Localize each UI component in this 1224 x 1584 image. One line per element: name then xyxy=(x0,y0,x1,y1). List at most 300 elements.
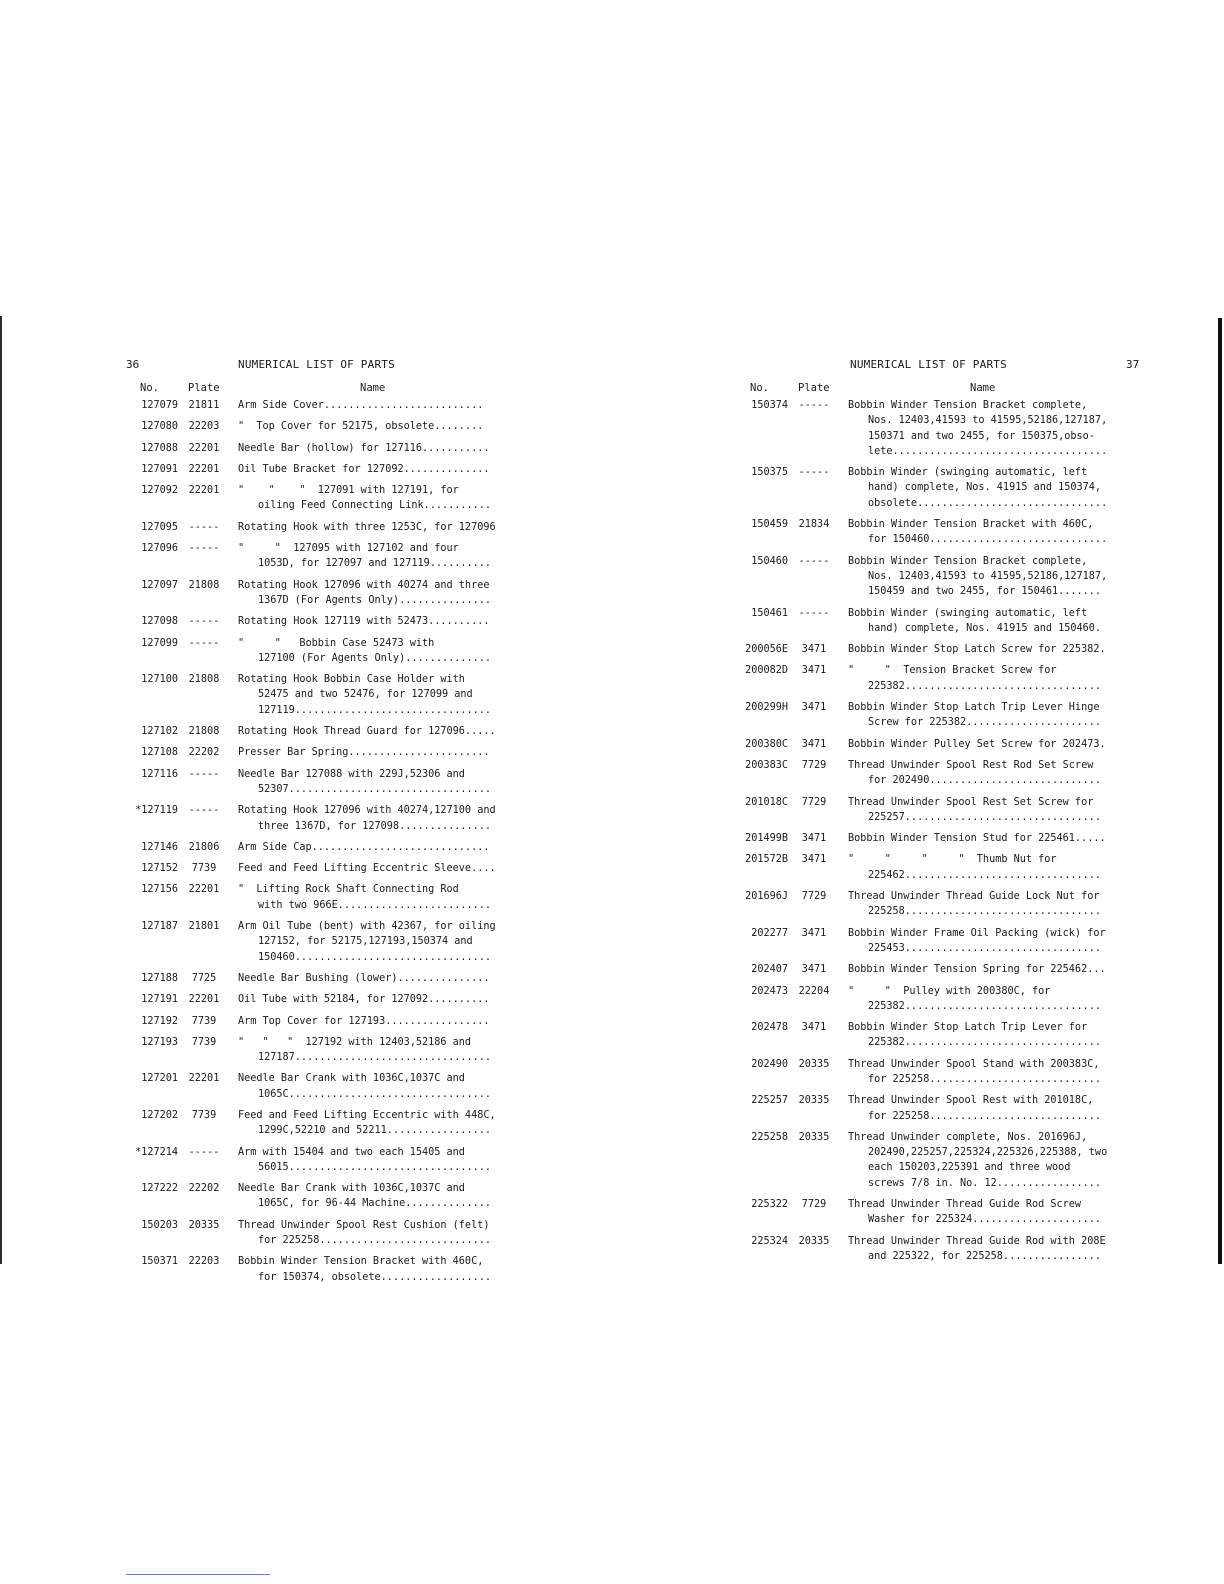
part-row xyxy=(120,578,530,609)
part-row xyxy=(730,700,1150,731)
plate-number: 20335 xyxy=(798,1235,830,1247)
part-row xyxy=(120,840,530,855)
part-number: 127201 xyxy=(141,1073,178,1085)
part-name xyxy=(230,1254,530,1285)
part-row xyxy=(120,1254,530,1285)
part-name-line: Bobbin Winder Tension Spring for 225462... xyxy=(848,964,1106,976)
plate-number: ----- xyxy=(798,607,830,619)
part-name-line: three 1367D, for 127098............... xyxy=(258,820,492,832)
plate-number: 7729 xyxy=(801,759,827,771)
part-name-line: Arm Side Cover.......................... xyxy=(238,400,484,411)
part-name xyxy=(230,861,530,876)
part-name-line: Needle Bar (hollow) for 127116........... xyxy=(238,442,490,454)
part-name-line: Arm Oil Tube (bent) with 42367, for oiling xyxy=(238,921,496,933)
part-row xyxy=(730,831,1150,846)
part-number: 127116 xyxy=(141,768,178,780)
plate-number: 22204 xyxy=(798,985,830,997)
part-name xyxy=(230,462,530,477)
column-header-name: Name xyxy=(360,382,386,394)
part-name-line: Bobbin Winder Tension Bracket with 460C, xyxy=(238,1256,484,1268)
part-row xyxy=(120,861,530,876)
part-name-line: " Top Cover for 52175, obsolete........ xyxy=(238,421,484,433)
part-name xyxy=(840,984,1150,1015)
part-number: 127156 xyxy=(141,884,178,896)
part-number: 127108 xyxy=(141,747,178,759)
part-name-line: Bobbin Winder Tension Bracket complete, xyxy=(848,400,1088,411)
part-name xyxy=(230,919,530,965)
part-number: 127152 xyxy=(141,863,178,875)
part-number: 201696J xyxy=(745,891,788,903)
part-row xyxy=(730,465,1150,511)
plate-number: 3471 xyxy=(801,854,827,866)
part-name xyxy=(840,663,1150,694)
part-row xyxy=(120,745,530,760)
part-name-line: Bobbin Winder Stop Latch Trip Lever for xyxy=(848,1022,1088,1034)
part-number: 127102 xyxy=(141,726,178,738)
part-name-line: " " 127095 with 127102 and four xyxy=(238,543,459,555)
part-name-line: Bobbin Winder Stop Latch Trip Lever Hinge xyxy=(848,702,1100,714)
part-name-line: screws 7/8 in. No. 12................. xyxy=(868,1177,1102,1189)
part-name-line: hand) complete, Nos. 41915 and 150460. xyxy=(868,622,1102,634)
plate-number: 21808 xyxy=(188,579,220,591)
plate-number: ----- xyxy=(798,400,830,411)
part-name xyxy=(840,926,1150,957)
plate-number: 3471 xyxy=(801,964,827,976)
part-number: 127188 xyxy=(141,972,178,984)
part-number: 150203 xyxy=(141,1219,178,1231)
part-name-line: Feed and Feed Lifting Eccentric Sleeve.... xyxy=(238,863,496,875)
part-name-line: Needle Bar Crank with 1036C,1037C and xyxy=(238,1073,465,1085)
plate-number: 3471 xyxy=(801,665,827,677)
part-row xyxy=(120,992,530,1007)
part-name-line: 127187................................ xyxy=(258,1052,492,1064)
part-name xyxy=(840,1020,1150,1051)
part-name xyxy=(230,1145,530,1176)
part-number: 200299H xyxy=(745,702,788,714)
part-name xyxy=(840,758,1150,789)
part-name-line: Thread Unwinder complete, Nos. 201696J, xyxy=(848,1131,1088,1143)
part-name-line: " " Bobbin Case 52473 with xyxy=(238,637,435,649)
part-number: 127080 xyxy=(141,421,178,433)
part-row xyxy=(730,1197,1150,1228)
part-number: 150459 xyxy=(751,519,788,531)
part-name xyxy=(230,992,530,1007)
plate-number: 7725 xyxy=(191,972,217,984)
part-name xyxy=(230,882,530,913)
part-name xyxy=(230,541,530,572)
part-name xyxy=(230,1218,530,1249)
part-name-line: lete................................... xyxy=(868,445,1108,457)
part-row xyxy=(120,1035,530,1066)
part-number: 127099 xyxy=(141,637,178,649)
part-name xyxy=(230,1035,530,1066)
part-number: 127100 xyxy=(141,674,178,686)
plate-number: ----- xyxy=(188,543,220,555)
plate-number: 3471 xyxy=(801,1022,827,1034)
part-name-line: 150460................................ xyxy=(258,951,492,963)
part-name xyxy=(230,1071,530,1102)
part-name-line: 52475 and two 52476, for 127099 and xyxy=(258,689,473,701)
part-name xyxy=(840,852,1150,883)
part-name-line: 1299C,52210 and 52211................. xyxy=(258,1125,492,1137)
part-row xyxy=(120,398,530,413)
part-row xyxy=(730,1093,1150,1124)
part-name-line: for 150460............................. xyxy=(868,534,1108,546)
part-name xyxy=(230,724,530,739)
part-row xyxy=(730,852,1150,883)
plate-number: 21808 xyxy=(188,674,220,686)
plate-number: 22201 xyxy=(188,442,220,454)
part-number: 202490 xyxy=(751,1058,788,1070)
plate-number: ----- xyxy=(188,521,220,533)
part-name-line: 225382................................ xyxy=(868,1037,1102,1049)
part-name-line: 225462................................ xyxy=(868,869,1102,881)
plate-number: ----- xyxy=(798,555,830,567)
part-name xyxy=(840,517,1150,548)
part-row xyxy=(120,614,530,629)
part-row xyxy=(730,398,1150,459)
part-row xyxy=(120,1145,530,1176)
part-row xyxy=(730,758,1150,789)
part-name-line: Feed and Feed Lifting Eccentric with 448C, xyxy=(238,1109,496,1121)
part-name xyxy=(230,672,530,718)
part-number: *127119 xyxy=(135,805,178,817)
part-name-line: Rotating Hook 127096 with 40274,127100 and xyxy=(238,805,496,817)
plate-number: 21834 xyxy=(798,519,830,531)
part-number: 200056E xyxy=(745,644,788,656)
plate-number: 22201 xyxy=(188,994,220,1006)
part-name-line: Thread Unwinder Thread Guide Rod Screw xyxy=(848,1199,1082,1211)
part-number: 150460 xyxy=(751,555,788,567)
part-number: 127097 xyxy=(141,579,178,591)
part-name-line: Rotating Hook 127119 with 52473.......... xyxy=(238,616,490,628)
part-name-line: Nos. 12403,41593 to 41595,52186,127187, xyxy=(868,570,1108,582)
part-name xyxy=(840,1130,1150,1191)
part-name-line: 127100 (For Agents Only).............. xyxy=(258,652,492,664)
column-headers xyxy=(730,382,1150,398)
part-number: 150374 xyxy=(751,400,788,411)
plate-number: 22201 xyxy=(188,485,220,497)
part-row xyxy=(730,962,1150,977)
plate-number: 7739 xyxy=(191,1036,217,1048)
part-name-line: Rotating Hook Bobbin Case Holder with xyxy=(238,674,465,686)
part-row xyxy=(730,1234,1150,1265)
part-row xyxy=(120,636,530,667)
part-name-line: Bobbin Winder Frame Oil Packing (wick) for xyxy=(848,927,1106,939)
plate-number: 21806 xyxy=(188,841,220,853)
part-row xyxy=(120,541,530,572)
part-number: 127222 xyxy=(141,1183,178,1195)
part-name-line: Thread Unwinder Thread Guide Lock Nut for xyxy=(848,891,1100,903)
part-name-line: 202490,225257,225324,225326,225388, two xyxy=(868,1147,1108,1159)
part-name-line: Rotating Hook 127096 with 40274 and three xyxy=(238,579,490,591)
part-name xyxy=(230,840,530,855)
part-name-line: Bobbin Winder Tension Stud for 225461..... xyxy=(848,833,1106,845)
part-name xyxy=(230,441,530,456)
part-name xyxy=(230,614,530,629)
part-row xyxy=(730,554,1150,600)
part-name xyxy=(230,483,530,514)
part-name-line: for 150374, obsolete.................. xyxy=(258,1271,492,1283)
part-name-line: " Lifting Rock Shaft Connecting Rod xyxy=(238,884,459,896)
part-name-line: with two 966E......................... xyxy=(258,899,492,911)
part-name xyxy=(840,554,1150,600)
part-number: 127079 xyxy=(141,400,178,411)
scan-edge-right xyxy=(1218,318,1222,1264)
part-number: 127192 xyxy=(141,1015,178,1027)
part-name-line: Presser Bar Spring....................... xyxy=(238,747,490,759)
running-head: NUMERICAL LIST OF PARTS xyxy=(850,358,1007,371)
part-row xyxy=(730,1130,1150,1191)
part-number: 200383C xyxy=(745,759,788,771)
part-number: 202277 xyxy=(751,927,788,939)
part-row xyxy=(730,663,1150,694)
part-name-line: Thread Unwinder Spool Rest Rod Set Screw xyxy=(848,759,1094,771)
part-name-line: Arm with 15404 and two each 15405 and xyxy=(238,1146,465,1158)
plate-number: 7739 xyxy=(191,863,217,875)
part-name-line: 1053D, for 127097 and 127119.......... xyxy=(258,558,492,570)
part-name xyxy=(840,737,1150,752)
part-row xyxy=(120,971,530,986)
part-row xyxy=(120,1071,530,1102)
part-number: 225258 xyxy=(751,1131,788,1143)
part-name-line: Needle Bar Crank with 1036C,1037C and xyxy=(238,1183,465,1195)
part-name-line: 127119................................ xyxy=(258,704,492,716)
part-name xyxy=(840,700,1150,731)
part-name xyxy=(840,642,1150,657)
part-name-line: Washer for 225324..................... xyxy=(868,1214,1102,1226)
part-name-line: Needle Bar Bushing (lower)............... xyxy=(238,972,490,984)
part-row xyxy=(730,926,1150,957)
plate-number: 3471 xyxy=(801,644,827,656)
part-name-line: Thread Unwinder Spool Rest with 201018C, xyxy=(848,1095,1094,1107)
part-name-line: Thread Unwinder Thread Guide Rod with 208E xyxy=(848,1235,1106,1247)
part-name-line: Needle Bar 127088 with 229J,52306 and xyxy=(238,768,465,780)
part-name-line: " " " " Thumb Nut for xyxy=(848,854,1057,866)
plate-number: 3471 xyxy=(801,702,827,714)
part-name-line: 1065C................................. xyxy=(258,1088,492,1100)
part-number: 127092 xyxy=(141,485,178,497)
part-name-line: oiling Feed Connecting Link........... xyxy=(258,500,492,512)
part-number: 202478 xyxy=(751,1022,788,1034)
part-name-line: Bobbin Winder Tension Bracket complete, xyxy=(848,555,1088,567)
plate-number: 22201 xyxy=(188,884,220,896)
part-name-line: Bobbin Winder (swinging automatic, left xyxy=(848,607,1088,619)
part-number: 225324 xyxy=(751,1235,788,1247)
part-number: 127095 xyxy=(141,521,178,533)
part-number: 201499B xyxy=(745,833,788,845)
part-number: 225257 xyxy=(751,1095,788,1107)
part-name xyxy=(230,578,530,609)
part-name xyxy=(840,1197,1150,1228)
part-name xyxy=(840,398,1150,459)
part-name xyxy=(230,745,530,760)
plate-number: 22202 xyxy=(188,747,220,759)
part-number: 202473 xyxy=(751,985,788,997)
parts-list xyxy=(730,398,1150,1264)
part-number: 127193 xyxy=(141,1036,178,1048)
left-page xyxy=(120,356,530,1285)
part-name-line: 127152, for 52175,127193,150374 and xyxy=(258,936,473,948)
part-number: 225322 xyxy=(751,1199,788,1211)
plate-number: 20335 xyxy=(798,1131,830,1143)
part-name xyxy=(840,1057,1150,1088)
part-row xyxy=(730,795,1150,826)
part-name-line: 1367D (For Agents Only)............... xyxy=(258,594,492,606)
part-name xyxy=(230,398,530,413)
plate-number: 20335 xyxy=(188,1219,220,1231)
part-number: 150461 xyxy=(751,607,788,619)
part-name-line: 225257................................ xyxy=(868,811,1102,823)
plate-number: 21801 xyxy=(188,921,220,933)
part-name-line: 225258................................ xyxy=(868,906,1102,918)
part-row xyxy=(730,606,1150,637)
part-name xyxy=(230,971,530,986)
part-name xyxy=(230,767,530,798)
plate-number: 3471 xyxy=(801,927,827,939)
plate-number: ----- xyxy=(188,616,220,628)
part-row xyxy=(730,889,1150,920)
part-number: 127146 xyxy=(141,841,178,853)
part-name-line: 150371 and two 2455, for 150375,obso- xyxy=(868,430,1095,442)
part-number: 127091 xyxy=(141,463,178,475)
part-name-line: Thread Unwinder Spool Rest Set Screw for xyxy=(848,796,1094,808)
plate-number: 22201 xyxy=(188,1073,220,1085)
part-name xyxy=(840,795,1150,826)
part-name xyxy=(230,803,530,834)
column-header-no: No. xyxy=(750,382,769,394)
part-name-line: 52307................................. xyxy=(258,783,492,795)
part-name-line: 1065C, for 96-44 Machine.............. xyxy=(258,1198,492,1210)
part-name xyxy=(230,1108,530,1139)
part-name-line: Nos. 12403,41593 to 41595,52186,127187, xyxy=(868,415,1108,427)
footer-rule xyxy=(126,1574,270,1575)
scan-edge-left xyxy=(0,316,2,1264)
part-name-line: 150459 and two 2455, for 150461....... xyxy=(868,586,1102,598)
part-name-line: 56015................................. xyxy=(258,1161,492,1173)
plate-number: 20335 xyxy=(798,1058,830,1070)
part-name-line: Rotating Hook Thread Guard for 127096..... xyxy=(238,726,496,738)
part-name-line: for 202490............................ xyxy=(868,775,1102,787)
plate-number: ----- xyxy=(188,805,220,817)
column-header-name: Name xyxy=(970,382,996,394)
part-name xyxy=(840,831,1150,846)
plate-number: 7739 xyxy=(191,1015,217,1027)
part-name xyxy=(840,1093,1150,1124)
part-row xyxy=(120,882,530,913)
column-header-plate: Plate xyxy=(798,382,830,394)
plate-number: ----- xyxy=(188,768,220,780)
part-row xyxy=(120,803,530,834)
part-number: 201018C xyxy=(745,796,788,808)
part-name-line: Rotating Hook with three 1253C, for 127096 xyxy=(238,521,496,533)
part-row xyxy=(120,419,530,434)
part-name-line: for 225258............................ xyxy=(868,1110,1102,1122)
part-row xyxy=(120,1014,530,1029)
part-name-line: 225382................................ xyxy=(868,680,1102,692)
part-row xyxy=(120,1181,530,1212)
part-row xyxy=(120,462,530,477)
part-row xyxy=(120,1218,530,1249)
part-row xyxy=(730,642,1150,657)
part-number: 127202 xyxy=(141,1109,178,1121)
part-name-line: Thread Unwinder Spool Rest Cushion (felt) xyxy=(238,1219,490,1231)
part-name-line: each 150203,225391 and three wood xyxy=(868,1162,1071,1174)
part-number: 127088 xyxy=(141,442,178,454)
part-name-line: Bobbin Winder (swinging automatic, left xyxy=(848,467,1088,479)
plate-number: 3471 xyxy=(801,833,827,845)
plate-number: 7729 xyxy=(801,891,827,903)
part-name xyxy=(840,606,1150,637)
plate-number: 7739 xyxy=(191,1109,217,1121)
part-name-line: 225453................................ xyxy=(868,942,1102,954)
column-header-plate: Plate xyxy=(188,382,220,394)
part-name-line: Bobbin Winder Stop Latch Screw for 225382. xyxy=(848,644,1106,656)
part-row xyxy=(120,672,530,718)
part-name-line: 225382................................ xyxy=(868,1000,1102,1012)
page-number: 37 xyxy=(1126,358,1140,371)
part-name-line: Bobbin Winder Tension Bracket with 460C, xyxy=(848,519,1094,531)
page-number: 36 xyxy=(126,358,140,371)
part-name xyxy=(230,1014,530,1029)
plate-number: 7729 xyxy=(801,796,827,808)
column-header-no: No. xyxy=(140,382,159,394)
part-row xyxy=(730,1057,1150,1088)
part-row xyxy=(120,919,530,965)
part-number: 200380C xyxy=(745,738,788,750)
part-row xyxy=(730,1020,1150,1051)
part-number: *127214 xyxy=(135,1146,178,1158)
part-name xyxy=(230,636,530,667)
part-name-line: " " Tension Bracket Screw for xyxy=(848,665,1057,677)
part-name-line: Oil Tube with 52184, for 127092.......... xyxy=(238,994,490,1006)
right-page xyxy=(730,356,1150,1264)
part-number: 150371 xyxy=(141,1256,178,1268)
part-number: 201572B xyxy=(745,854,788,866)
part-name-line: Bobbin Winder Pulley Set Screw for 202473. xyxy=(848,738,1106,750)
plate-number: 20335 xyxy=(798,1095,830,1107)
part-name-line: obsolete............................... xyxy=(868,497,1108,509)
part-name-line: Thread Unwinder Spool Stand with 200383C, xyxy=(848,1058,1100,1070)
plate-number: 21811 xyxy=(188,400,220,411)
plate-number: 22202 xyxy=(188,1183,220,1195)
part-row xyxy=(120,1108,530,1139)
part-name-line: and 225322, for 225258................ xyxy=(868,1250,1102,1262)
part-number: 127191 xyxy=(141,994,178,1006)
part-name-line: Arm Top Cover for 127193................. xyxy=(238,1015,490,1027)
part-name xyxy=(230,520,530,535)
part-name-line: Oil Tube Bracket for 127092.............. xyxy=(238,463,490,475)
plate-number: ----- xyxy=(188,1146,220,1158)
part-number: 200082D xyxy=(745,665,788,677)
plate-number: 22201 xyxy=(188,463,220,475)
part-name-line: Screw for 225382...................... xyxy=(868,717,1102,729)
part-name-line: Arm Side Cap............................. xyxy=(238,841,490,853)
plate-number: 7729 xyxy=(801,1199,827,1211)
part-name xyxy=(840,889,1150,920)
left-page-header xyxy=(120,356,530,378)
plate-number: 22203 xyxy=(188,421,220,433)
plate-number: 21808 xyxy=(188,726,220,738)
part-row xyxy=(120,767,530,798)
plate-number: ----- xyxy=(188,637,220,649)
part-name-line: for 225258............................ xyxy=(258,1235,492,1247)
parts-list xyxy=(120,398,530,1285)
part-number: 127098 xyxy=(141,616,178,628)
part-row xyxy=(120,724,530,739)
part-name xyxy=(840,465,1150,511)
part-name-line: hand) complete, Nos. 41915 and 150374, xyxy=(868,482,1102,494)
